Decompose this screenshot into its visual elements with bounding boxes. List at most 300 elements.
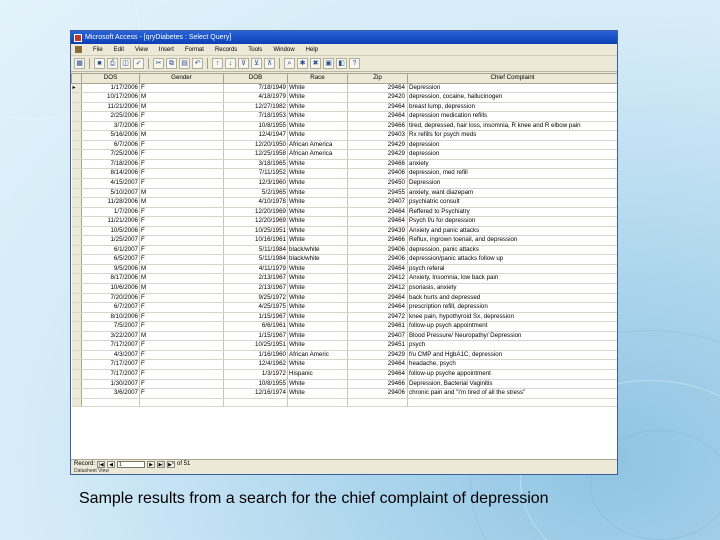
table-row[interactable] bbox=[72, 150, 618, 160]
cell-dos[interactable]: 11/28/2006 bbox=[82, 198, 140, 208]
cell-zip[interactable]: 29464 bbox=[348, 264, 408, 274]
cell-dob[interactable]: 1/15/1967 bbox=[224, 331, 288, 341]
cell-zip[interactable]: 29429 bbox=[348, 350, 408, 360]
cell-zip[interactable]: 29407 bbox=[348, 331, 408, 341]
cell-race[interactable]: White bbox=[288, 207, 348, 217]
cell-zip[interactable]: 29406 bbox=[348, 169, 408, 179]
row-selector[interactable] bbox=[72, 341, 82, 351]
copy-icon[interactable]: ⧉ bbox=[166, 58, 177, 69]
cell-gender[interactable]: F bbox=[140, 389, 224, 399]
cell-gender[interactable]: F bbox=[140, 121, 224, 131]
cell-dob[interactable]: 1/16/1960 bbox=[224, 350, 288, 360]
row-selector[interactable] bbox=[72, 255, 82, 265]
cell-gender[interactable]: M bbox=[140, 131, 224, 141]
menu-records[interactable]: Records bbox=[214, 47, 238, 53]
cell-chief-complaint[interactable]: knee pain, hypothyroid Sx, depression bbox=[408, 312, 618, 322]
cell-dos[interactable]: 1/17/2006 bbox=[82, 83, 140, 93]
cell-dob[interactable]: 5/11/1984 bbox=[224, 255, 288, 265]
row-selector[interactable] bbox=[72, 198, 82, 208]
cell-dos[interactable]: 10/5/2006 bbox=[82, 226, 140, 236]
cell-dos[interactable]: 4/15/2007 bbox=[82, 179, 140, 189]
table-row[interactable] bbox=[72, 389, 618, 399]
cell-dob[interactable] bbox=[224, 398, 288, 407]
cell-chief-complaint[interactable]: depression bbox=[408, 150, 618, 160]
cell-gender[interactable]: F bbox=[140, 369, 224, 379]
table-row[interactable] bbox=[72, 207, 618, 217]
row-selector[interactable] bbox=[72, 274, 82, 284]
cell-chief-complaint[interactable]: Rx refills for psych meds bbox=[408, 131, 618, 141]
cell-dos[interactable]: 4/3/2007 bbox=[82, 350, 140, 360]
cell-gender[interactable]: F bbox=[140, 312, 224, 322]
table-row[interactable] bbox=[72, 102, 618, 112]
row-selector[interactable] bbox=[72, 331, 82, 341]
cell-race[interactable]: White bbox=[288, 112, 348, 122]
delete-record-icon[interactable]: ✖ bbox=[310, 58, 321, 69]
column-header-gender[interactable]: Gender bbox=[140, 74, 224, 84]
cell-dos[interactable]: 7/17/2007 bbox=[82, 369, 140, 379]
new-record-button[interactable]: ▶* bbox=[168, 461, 174, 468]
row-selector[interactable] bbox=[72, 121, 82, 131]
cell-chief-complaint[interactable]: prescription refill, depression bbox=[408, 303, 618, 313]
cell-chief-complaint[interactable]: Psych f/u for depression bbox=[408, 217, 618, 227]
table-row[interactable] bbox=[72, 159, 618, 169]
cell-dob[interactable]: 10/8/1955 bbox=[224, 121, 288, 131]
cell-chief-complaint[interactable]: anxiety, want diazepam bbox=[408, 188, 618, 198]
cell-dos[interactable]: 7/20/2006 bbox=[82, 293, 140, 303]
cell-dob[interactable]: 4/18/1979 bbox=[224, 93, 288, 103]
cell-race[interactable]: White bbox=[288, 93, 348, 103]
cell-dos[interactable]: 3/7/2006 bbox=[82, 121, 140, 131]
cell-dos[interactable]: 2/25/2006 bbox=[82, 112, 140, 122]
cell-dob[interactable]: 12/20/1969 bbox=[224, 207, 288, 217]
cell-race[interactable]: White bbox=[288, 83, 348, 93]
first-record-button[interactable]: |◀ bbox=[98, 461, 104, 468]
cell-gender[interactable]: F bbox=[140, 226, 224, 236]
cell-zip[interactable]: 29464 bbox=[348, 207, 408, 217]
cell-gender[interactable]: F bbox=[140, 303, 224, 313]
row-selector[interactable] bbox=[72, 264, 82, 274]
table-row[interactable] bbox=[72, 331, 618, 341]
cell-dob[interactable]: 10/25/1951 bbox=[224, 226, 288, 236]
cell-race[interactable]: White bbox=[288, 331, 348, 341]
new-object-icon[interactable]: ◧ bbox=[336, 58, 347, 69]
cell-gender[interactable]: F bbox=[140, 341, 224, 351]
cell-gender[interactable]: F bbox=[140, 379, 224, 389]
row-selector[interactable] bbox=[72, 379, 82, 389]
cell-dob[interactable]: 2/13/1967 bbox=[224, 274, 288, 284]
table-row[interactable] bbox=[72, 179, 618, 189]
cell-dos[interactable]: 5/10/2007 bbox=[82, 188, 140, 198]
cell-gender[interactable]: F bbox=[140, 322, 224, 332]
row-selector[interactable] bbox=[72, 398, 82, 407]
table-row[interactable] bbox=[72, 236, 618, 246]
cell-dos[interactable]: 6/5/2007 bbox=[82, 255, 140, 265]
column-header-zip[interactable]: Zip bbox=[348, 74, 408, 84]
table-row[interactable] bbox=[72, 379, 618, 389]
cell-chief-complaint[interactable]: Depression bbox=[408, 83, 618, 93]
cell-zip[interactable]: 29429 bbox=[348, 140, 408, 150]
cell-zip[interactable]: 29455 bbox=[348, 188, 408, 198]
cell-zip[interactable]: 29429 bbox=[348, 150, 408, 160]
column-header-dos[interactable]: DOS bbox=[82, 74, 140, 84]
cell-chief-complaint[interactable]: Anxiety and panic attacks bbox=[408, 226, 618, 236]
cell-zip[interactable]: 29406 bbox=[348, 245, 408, 255]
menu-file[interactable]: File bbox=[93, 47, 103, 53]
cell-race[interactable]: African America bbox=[288, 140, 348, 150]
row-selector[interactable] bbox=[72, 369, 82, 379]
cell-dob[interactable]: 9/25/1972 bbox=[224, 293, 288, 303]
cell-chief-complaint[interactable]: Anxiety, Insomnia, low back pain bbox=[408, 274, 618, 284]
cell-chief-complaint[interactable]: breast lump, depression bbox=[408, 102, 618, 112]
cell-chief-complaint[interactable]: anxiety bbox=[408, 159, 618, 169]
next-record-button[interactable]: ▶ bbox=[147, 461, 155, 468]
cell-chief-complaint[interactable]: headache, psych bbox=[408, 360, 618, 370]
cell-dos[interactable]: 3/6/2007 bbox=[82, 389, 140, 399]
table-row[interactable] bbox=[72, 131, 618, 141]
cell-gender[interactable]: M bbox=[140, 198, 224, 208]
cell-gender[interactable]: M bbox=[140, 331, 224, 341]
cell-race[interactable]: African America bbox=[288, 150, 348, 160]
cell-dob[interactable]: 7/18/1949 bbox=[224, 83, 288, 93]
row-selector-header[interactable] bbox=[72, 74, 82, 84]
filter-by-form-icon[interactable]: ⊻ bbox=[251, 58, 262, 69]
new-record-icon[interactable]: ✱ bbox=[297, 58, 308, 69]
cell-race[interactable]: Hispanic bbox=[288, 369, 348, 379]
table-row[interactable] bbox=[72, 284, 618, 294]
column-header-chief-complaint[interactable]: Chief Complaint bbox=[408, 74, 618, 84]
row-selector[interactable] bbox=[72, 284, 82, 294]
cell-zip[interactable]: 29403 bbox=[348, 131, 408, 141]
cell-chief-complaint[interactable]: Blood Pressure/ Neuropathy/ Depression bbox=[408, 331, 618, 341]
title-bar[interactable] bbox=[71, 31, 617, 44]
cell-race[interactable]: White bbox=[288, 159, 348, 169]
cell-zip[interactable]: 29406 bbox=[348, 389, 408, 399]
cell-gender[interactable]: F bbox=[140, 350, 224, 360]
cell-zip[interactable]: 29412 bbox=[348, 274, 408, 284]
cell-dos[interactable]: 9/5/2006 bbox=[82, 264, 140, 274]
cell-race[interactable]: White bbox=[288, 179, 348, 189]
cell-dos[interactable]: 8/10/2006 bbox=[82, 312, 140, 322]
cell-dos[interactable]: 1/7/2006 bbox=[82, 207, 140, 217]
cell-gender[interactable]: F bbox=[140, 159, 224, 169]
find-icon[interactable]: ⌕ bbox=[284, 58, 295, 69]
cell-dob[interactable]: 10/8/1955 bbox=[224, 379, 288, 389]
table-row[interactable] bbox=[72, 312, 618, 322]
cell-zip[interactable]: 29461 bbox=[348, 322, 408, 332]
table-row[interactable] bbox=[72, 369, 618, 379]
cell-race[interactable]: White bbox=[288, 274, 348, 284]
cell-dos[interactable] bbox=[82, 398, 140, 407]
cell-zip[interactable]: 29464 bbox=[348, 217, 408, 227]
cell-dos[interactable]: 11/21/2006 bbox=[82, 102, 140, 112]
apply-filter-icon[interactable]: ⊼ bbox=[264, 58, 275, 69]
cell-race[interactable]: White bbox=[288, 198, 348, 208]
row-selector[interactable] bbox=[72, 179, 82, 189]
cell-race[interactable]: White bbox=[288, 188, 348, 198]
cell-gender[interactable]: M bbox=[140, 102, 224, 112]
cell-dob[interactable]: 12/3/1960 bbox=[224, 179, 288, 189]
help-icon[interactable]: ? bbox=[349, 58, 360, 69]
cell-race[interactable]: White bbox=[288, 264, 348, 274]
cell-zip[interactable]: 29464 bbox=[348, 293, 408, 303]
cell-chief-complaint[interactable]: depression medication refills bbox=[408, 112, 618, 122]
column-header-race[interactable]: Race bbox=[288, 74, 348, 84]
table-row[interactable] bbox=[72, 293, 618, 303]
cell-race[interactable]: White bbox=[288, 121, 348, 131]
cell-chief-complaint[interactable]: depression, cocaine, hallucinogen bbox=[408, 93, 618, 103]
row-selector[interactable] bbox=[72, 102, 82, 112]
table-row[interactable] bbox=[72, 121, 618, 131]
cell-dos[interactable]: 3/22/2007 bbox=[82, 331, 140, 341]
cell-zip[interactable]: 29472 bbox=[348, 312, 408, 322]
cell-race[interactable]: White bbox=[288, 226, 348, 236]
cell-chief-complaint[interactable]: chronic pain and "i'm tired of all the stress" bbox=[408, 389, 618, 399]
row-selector[interactable] bbox=[72, 293, 82, 303]
cell-dob[interactable]: 4/25/1975 bbox=[224, 303, 288, 313]
cell-zip[interactable]: 29464 bbox=[348, 83, 408, 93]
cell-dob[interactable]: 5/11/1984 bbox=[224, 245, 288, 255]
cell-chief-complaint[interactable]: psych bbox=[408, 341, 618, 351]
cell-gender[interactable]: M bbox=[140, 188, 224, 198]
row-selector[interactable] bbox=[72, 217, 82, 227]
row-selector[interactable] bbox=[72, 312, 82, 322]
cell-zip[interactable]: 29451 bbox=[348, 341, 408, 351]
menu-format[interactable]: Format bbox=[184, 47, 204, 53]
table-row[interactable] bbox=[72, 112, 618, 122]
table-row[interactable] bbox=[72, 255, 618, 265]
cell-zip[interactable]: 29464 bbox=[348, 102, 408, 112]
database-window-icon[interactable]: ▣ bbox=[323, 58, 334, 69]
cell-race[interactable]: White bbox=[288, 217, 348, 227]
cell-zip[interactable]: 29464 bbox=[348, 112, 408, 122]
last-record-button[interactable]: ▶| bbox=[158, 461, 164, 468]
cell-dos[interactable]: 7/17/2007 bbox=[82, 360, 140, 370]
row-selector[interactable] bbox=[72, 226, 82, 236]
cell-dob[interactable]: 2/13/1967 bbox=[224, 284, 288, 294]
cell-dos[interactable]: 7/17/2007 bbox=[82, 341, 140, 351]
cell-chief-complaint[interactable]: follow-up psyche appointment bbox=[408, 369, 618, 379]
cell-dob[interactable]: 7/11/1952 bbox=[224, 169, 288, 179]
cell-gender[interactable]: F bbox=[140, 236, 224, 246]
filter-by-selection-icon[interactable]: ⊽ bbox=[238, 58, 249, 69]
table-row[interactable] bbox=[72, 398, 618, 407]
row-selector[interactable] bbox=[72, 245, 82, 255]
row-selector[interactable] bbox=[72, 131, 82, 141]
row-selector[interactable] bbox=[72, 188, 82, 198]
table-row[interactable] bbox=[72, 93, 618, 103]
menu-window[interactable]: Window bbox=[273, 47, 295, 53]
cell-dos[interactable]: 1/25/2007 bbox=[82, 236, 140, 246]
cell-zip[interactable]: 29464 bbox=[348, 303, 408, 313]
cell-zip[interactable]: 29439 bbox=[348, 226, 408, 236]
cell-zip[interactable]: 29406 bbox=[348, 255, 408, 265]
cell-gender[interactable]: F bbox=[140, 207, 224, 217]
cell-zip[interactable]: 29464 bbox=[348, 369, 408, 379]
cell-gender[interactable]: F bbox=[140, 83, 224, 93]
cell-chief-complaint[interactable]: follow-up psych appointment bbox=[408, 322, 618, 332]
cell-dos[interactable]: 8/17/2006 bbox=[82, 274, 140, 284]
cell-zip[interactable]: 29466 bbox=[348, 236, 408, 246]
cell-gender[interactable]: F bbox=[140, 112, 224, 122]
cell-chief-complaint[interactable]: depression, med refill bbox=[408, 169, 618, 179]
table-row[interactable] bbox=[72, 169, 618, 179]
cell-dos[interactable]: 1/30/2007 bbox=[82, 379, 140, 389]
cell-chief-complaint[interactable]: depression, panic attacks bbox=[408, 245, 618, 255]
cell-dob[interactable]: 12/20/1969 bbox=[224, 217, 288, 227]
cell-race[interactable]: White bbox=[288, 360, 348, 370]
cell-chief-complaint[interactable]: Depression, Bacterial Vaginitis bbox=[408, 379, 618, 389]
cell-gender[interactable]: F bbox=[140, 169, 224, 179]
menu-help[interactable]: Help bbox=[305, 47, 318, 53]
menu-view[interactable]: View bbox=[135, 47, 148, 53]
cell-dob[interactable]: 12/4/1962 bbox=[224, 360, 288, 370]
cell-dob[interactable]: 12/27/1982 bbox=[224, 102, 288, 112]
spelling-icon[interactable]: ✓ bbox=[133, 58, 144, 69]
cell-gender[interactable]: F bbox=[140, 360, 224, 370]
document-icon[interactable] bbox=[75, 46, 82, 53]
row-selector[interactable] bbox=[72, 169, 82, 179]
cell-gender[interactable]: M bbox=[140, 274, 224, 284]
cell-race[interactable]: black/white bbox=[288, 245, 348, 255]
table-row[interactable] bbox=[72, 303, 618, 313]
sort-descending-icon[interactable]: ↓ bbox=[225, 58, 236, 69]
cell-chief-complaint[interactable]: depression bbox=[408, 140, 618, 150]
cell-dos[interactable]: 8/14/2006 bbox=[82, 169, 140, 179]
cell-chief-complaint[interactable]: psych referal bbox=[408, 264, 618, 274]
cell-gender[interactable]: F bbox=[140, 255, 224, 265]
cell-race[interactable]: White bbox=[288, 102, 348, 112]
table-row[interactable] bbox=[72, 83, 618, 93]
cell-dob[interactable]: 4/11/1979 bbox=[224, 264, 288, 274]
cell-gender[interactable]: F bbox=[140, 140, 224, 150]
cell-dob[interactable]: 12/4/1947 bbox=[224, 131, 288, 141]
cell-chief-complaint[interactable]: Reflux, ingrown toenail, and depression bbox=[408, 236, 618, 246]
sort-ascending-icon[interactable]: ↑ bbox=[212, 58, 223, 69]
row-selector[interactable] bbox=[72, 322, 82, 332]
table-row[interactable] bbox=[72, 198, 618, 208]
cell-dob[interactable]: 1/15/1967 bbox=[224, 312, 288, 322]
cell-gender[interactable]: F bbox=[140, 217, 224, 227]
previous-record-button[interactable]: ◀ bbox=[107, 461, 115, 468]
cell-gender[interactable]: F bbox=[140, 293, 224, 303]
cell-gender[interactable]: M bbox=[140, 284, 224, 294]
table-row[interactable] bbox=[72, 264, 618, 274]
cell-dos[interactable]: 6/7/2006 bbox=[82, 140, 140, 150]
cell-dos[interactable]: 7/18/2006 bbox=[82, 159, 140, 169]
cell-gender[interactable]: F bbox=[140, 179, 224, 189]
cell-gender[interactable]: M bbox=[140, 264, 224, 274]
cell-race[interactable]: White bbox=[288, 322, 348, 332]
cell-race[interactable]: African Americ bbox=[288, 350, 348, 360]
cell-dob[interactable]: 12/16/1974 bbox=[224, 389, 288, 399]
cell-zip[interactable]: 29464 bbox=[348, 360, 408, 370]
cell-chief-complaint[interactable]: psoriasis, anxiety bbox=[408, 284, 618, 294]
row-selector[interactable] bbox=[72, 389, 82, 399]
view-icon[interactable]: ▦ bbox=[74, 58, 85, 69]
cell-gender[interactable]: F bbox=[140, 150, 224, 160]
cell-zip[interactable]: 29466 bbox=[348, 379, 408, 389]
cell-chief-complaint[interactable] bbox=[408, 398, 618, 407]
cell-race[interactable]: White bbox=[288, 341, 348, 351]
row-selector[interactable] bbox=[72, 93, 82, 103]
cell-zip[interactable]: 29420 bbox=[348, 93, 408, 103]
table-row[interactable] bbox=[72, 188, 618, 198]
cell-dos[interactable]: 7/25/2006 bbox=[82, 150, 140, 160]
table-row[interactable] bbox=[72, 217, 618, 227]
cell-dob[interactable]: 12/25/1958 bbox=[224, 150, 288, 160]
cell-race[interactable]: White bbox=[288, 236, 348, 246]
cell-dos[interactable]: 10/17/2006 bbox=[82, 93, 140, 103]
table-row[interactable] bbox=[72, 360, 618, 370]
row-selector[interactable] bbox=[72, 112, 82, 122]
table-row[interactable] bbox=[72, 274, 618, 284]
row-selector[interactable] bbox=[72, 140, 82, 150]
row-selector[interactable] bbox=[72, 236, 82, 246]
cell-dob[interactable]: 4/10/1978 bbox=[224, 198, 288, 208]
row-selector[interactable] bbox=[72, 159, 82, 169]
cell-dob[interactable]: 12/20/1950 bbox=[224, 140, 288, 150]
menu-edit[interactable]: Edit bbox=[113, 47, 125, 53]
cell-zip[interactable] bbox=[348, 398, 408, 407]
current-record-input[interactable]: 1 bbox=[117, 461, 145, 468]
cell-chief-complaint[interactable]: tired, depressed, hair loss, insomnia, R knee and R elbow pain bbox=[408, 121, 618, 131]
row-selector[interactable] bbox=[72, 360, 82, 370]
table-row[interactable] bbox=[72, 140, 618, 150]
cell-race[interactable]: White bbox=[288, 284, 348, 294]
table-row[interactable] bbox=[72, 245, 618, 255]
cell-dos[interactable]: 5/16/2006 bbox=[82, 131, 140, 141]
cell-chief-complaint[interactable]: psychiatric consult bbox=[408, 198, 618, 208]
cell-dob[interactable]: 3/18/1965 bbox=[224, 159, 288, 169]
row-selector[interactable]: ▸ bbox=[72, 83, 82, 93]
cell-zip[interactable]: 29407 bbox=[348, 198, 408, 208]
table-row[interactable] bbox=[72, 341, 618, 351]
cell-chief-complaint[interactable]: depression/panic attacks follow up bbox=[408, 255, 618, 265]
cell-race[interactable]: black/white bbox=[288, 255, 348, 265]
cell-race[interactable]: White bbox=[288, 293, 348, 303]
print-preview-icon[interactable]: ◫ bbox=[120, 58, 131, 69]
cell-chief-complaint[interactable]: back hurts and depressed bbox=[408, 293, 618, 303]
row-selector[interactable] bbox=[72, 303, 82, 313]
cell-race[interactable]: White bbox=[288, 312, 348, 322]
cell-dob[interactable]: 10/16/1961 bbox=[224, 236, 288, 246]
print-icon[interactable]: ⎙ bbox=[107, 58, 118, 69]
row-selector[interactable] bbox=[72, 350, 82, 360]
cell-zip[interactable]: 29450 bbox=[348, 179, 408, 189]
cell-gender[interactable]: F bbox=[140, 245, 224, 255]
cut-icon[interactable]: ✂ bbox=[153, 58, 164, 69]
cell-race[interactable]: White bbox=[288, 131, 348, 141]
cell-dos[interactable]: 11/21/2006 bbox=[82, 217, 140, 227]
menu-insert[interactable]: Insert bbox=[158, 47, 174, 53]
cell-dob[interactable]: 6/6/1961 bbox=[224, 322, 288, 332]
cell-zip[interactable]: 29412 bbox=[348, 284, 408, 294]
cell-chief-complaint[interactable]: f/u CMP and HgbA1C, depression bbox=[408, 350, 618, 360]
table-row[interactable] bbox=[72, 322, 618, 332]
column-header-dob[interactable]: DOB bbox=[224, 74, 288, 84]
cell-dos[interactable]: 6/7/2007 bbox=[82, 303, 140, 313]
cell-zip[interactable]: 29466 bbox=[348, 159, 408, 169]
cell-dos[interactable]: 7/5/2007 bbox=[82, 322, 140, 332]
cell-dos[interactable]: 6/1/2007 bbox=[82, 245, 140, 255]
row-selector[interactable] bbox=[72, 207, 82, 217]
undo-icon[interactable]: ↶ bbox=[192, 58, 203, 69]
cell-dob[interactable]: 1/3/1972 bbox=[224, 369, 288, 379]
row-selector[interactable] bbox=[72, 150, 82, 160]
table-row[interactable] bbox=[72, 226, 618, 236]
save-icon[interactable]: ■ bbox=[94, 58, 105, 69]
cell-dos[interactable]: 10/6/2006 bbox=[82, 284, 140, 294]
